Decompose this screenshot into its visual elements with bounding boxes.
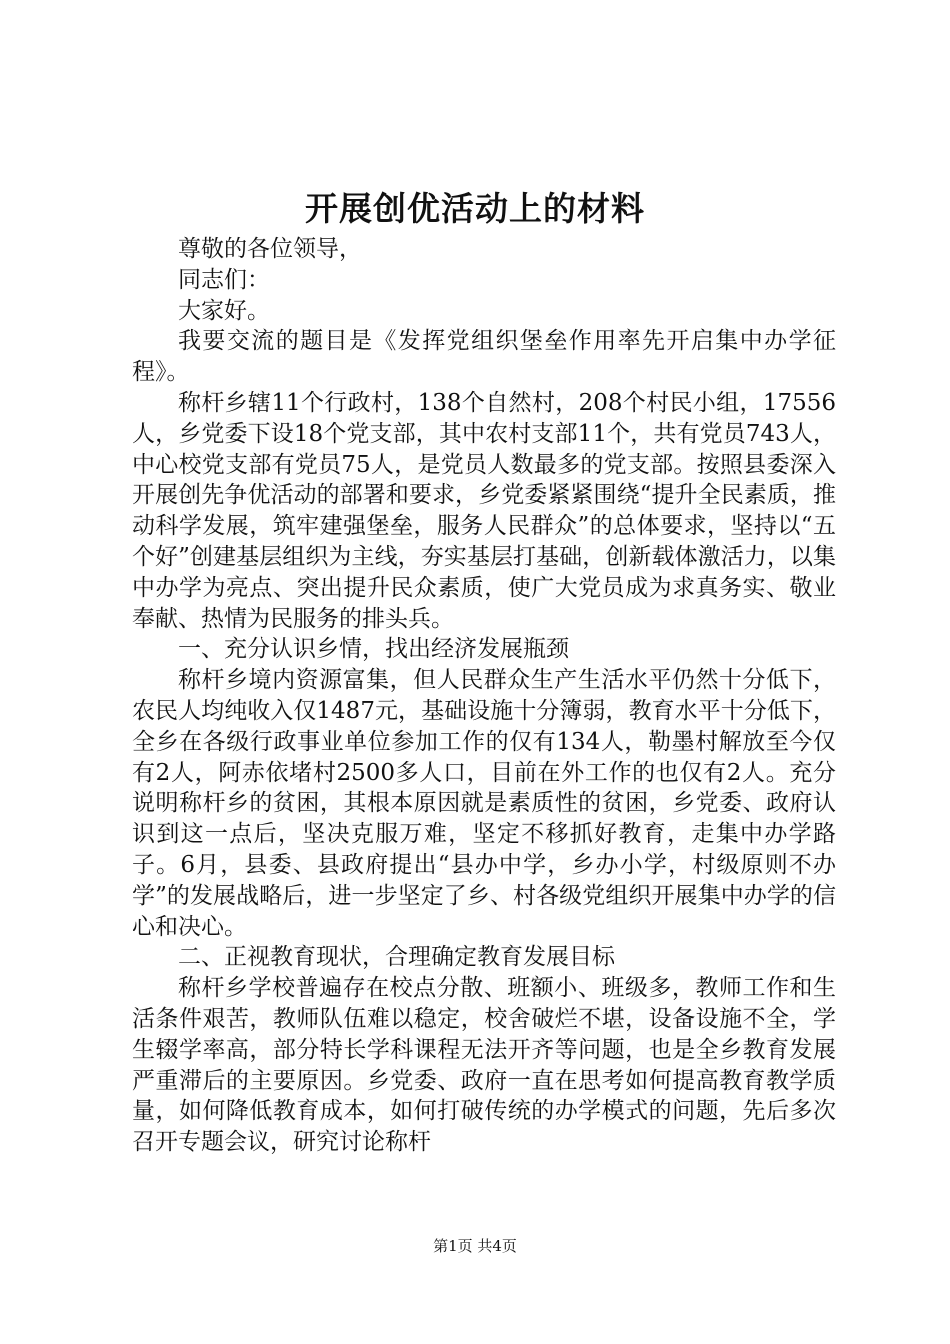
section-heading-2: 二、正视教育现状，合理确定教育发展目标 — [178, 944, 615, 971]
page-footer: 第1页 共4页 — [433, 1237, 517, 1255]
section-1-paragraph: 称杆乡境内资源富集，但人民群众生产生活水平仍然十分低下，农民人均纯收入仅1487元，基础设施十分簿弱，教育水平十分低下，全乡在各级行政事业单位参加工作的仅有134人，勒墨村解放至今仅有2人，阿赤依堵村2500多人口，目前在外工作的也仅有2人。充分说明称杆乡的贫困，其根本原因就是素质性的贫困，乡党委、政府认识到这一点后，坚决克服万难，坚定不移抓好教育，走集中办学路子。6月，县委、县政府提出“县办中学，乡办小学，村级原则不办学”的发展战略后，进一步坚定了乡、村各级党组织开展集中办学的信心和决心。 — [132, 667, 836, 940]
salutation-comrades: 同志们： — [178, 266, 270, 293]
section-heading-1: 一、充分认识乡情，找出经济发展瓶颈 — [178, 636, 569, 663]
overview-paragraph: 称杆乡辖11个行政村，138个自然村，208个村民小组，17556人，乡党委下设18个党支部，其中农村支部11个，共有党员743人，中心校党支部有党员75人，是党员人数最多的党支部。按照县委深入开展创先争优活动的部署和要求，乡党委紧紧围绕“提升全民素质，推动科学发展，筑牢建强堡垒，服务人民群众”的总体要求，坚持以“五个好”创建基层组织为主线，夯实基层打基础，创新载体激活力，以集中办学为亮点、突出提升民众素质，使广大党员成为求真务实、敬业奉献、热情为民服务的排头兵。 — [132, 389, 836, 632]
document-title: 开展创优活动上的材料 — [305, 189, 645, 228]
greeting: 大家好。 — [178, 297, 270, 324]
salutation-leaders: 尊敬的各位领导， — [178, 236, 362, 262]
topic-paragraph: 我要交流的题目是《发挥党组织堡垒作用率先开启集中办学征程》。 — [132, 328, 836, 386]
document-body — [132, 234, 836, 1158]
section-2-paragraph: 称杆乡学校普遍存在校点分散、班额小、班级多，教师工作和生活条件艰苦，教师队伍难以稳定，校舍破烂不堪，设备设施不全，学生辍学率高，部分特长学科课程无法开齐等问题，也是全乡教育发展严重滞后的主要原因。乡党委、政府一直在思考如何提高教育教学质量，如何降低教育成本，如何打破传统的办学模式的问题，先后多次召开专题会议，研究讨论称杆 — [132, 975, 836, 1156]
